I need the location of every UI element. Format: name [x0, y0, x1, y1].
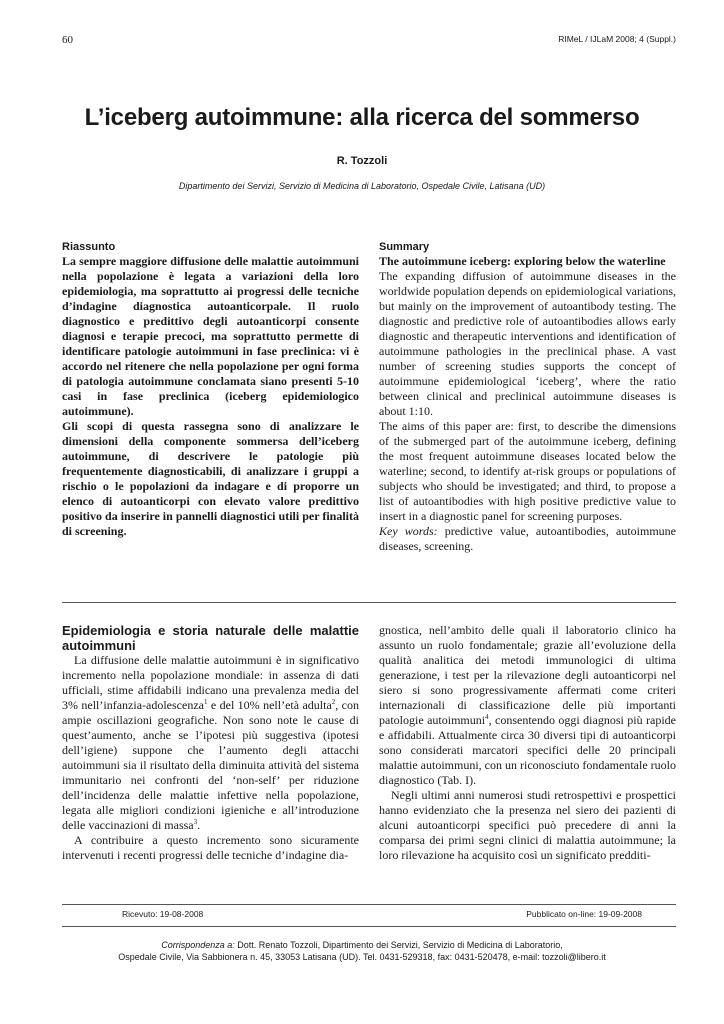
footer-divider-bottom [62, 926, 676, 927]
keywords-label: Key words: [379, 524, 438, 538]
summary-section [379, 241, 676, 554]
reference-3: 3 [193, 818, 198, 826]
correspondence-line-2: Ospedale Civile, Via Sabbionera n. 45, 33053 Latisana (UD). Tel. 0431-529318, fax: 0431-520478, e-mail: tozzoli@libero.it [118, 952, 606, 962]
reference-1: 1 [204, 698, 208, 706]
body-paragraph-4: Negli ultimi anni numerosi studi retrospettivi e prospettici hanno evidenziato che la presenza nel siero dei pazienti di alcuni autoanticorpi specifici può precedere di anni la comparsa dei primi segni clinici di malattia autoimmune; la loro rilevazione ha acquisito così un significato predditi- [379, 788, 676, 862]
body-paragraph-3-text-a: gnostica, nell’ambito delle quali il laboratorio clinico ha assunto un ruolo fondamentale; grazie all’evoluzione della qualità analitica dei metodi immunologici di ultima generazione, i test per la rilevazione degli autoanticorpi nel siero si sono progressivamente affermati come criteri internazionali di classificazione delle più importanti patologie autoimmuni [379, 623, 676, 727]
summary-subtitle: The autoimmune iceberg: exploring below the waterline [379, 254, 666, 268]
riassunto-paragraph-2: Gli scopi di questa rassegna sono di analizzare le dimensioni della componente sommersa dell’iceberg autoimmune, di descrivere le patologie più frequentemente diagnosticabili, di analizzare i gruppi a rischio o le popolazioni da indagare e di proporre un elenco di autoanticorpi con elevato valore predittivo positivo da inserire in pannelli diagnostici utili per finalità di screening. [62, 419, 359, 538]
reference-4: 4 [485, 713, 489, 721]
riassunto-paragraph-1: La sempre maggiore diffusione delle malattie autoimmuni nella popolazione è legata a variazioni della loro epidemiologia, ma soprattutto ai progressi delle tecniche d’indagine diagnostica autoanticorpale. Il ruolo diagnostico e predittivo degli autoanticorpi consente diagnosi e terapie precoci, ma soprattutto permette di identificare patologie autoimmuni in fase preclinica: vi è accordo nel ritenere che nella popolazione per ogni forma di patologia autoimmune conclamata siano presenti 5-10 casi in fase preclinica (iceberg epidemiologico autoimmune). [62, 254, 359, 418]
journal-citation: RIMeL / IJLaM 2008; 4 (Suppl.) [558, 34, 676, 44]
section-heading-epidemiologia: Epidemiologia e storia naturale delle malattie autoimmuni [62, 623, 359, 653]
author: R. Tozzoli [336, 155, 388, 167]
body-paragraph-1-text-c: , con ampie oscillazioni geografiche. Non sono note le cause di quest’aumento, anche se l’ipotesi più suggestiva (ipotesi dell’igiene) suppone che l’aumento degli attacchi autoimmuni sia il risultato della diminuita attività del sistema immunitario nei confronti del ‘non-self’ per riduzione dell’incidenza delle malattie infettive nella popolazione, legata alle migliori condizioni igieniche e all’introduzione delle vaccinazioni di massa [62, 698, 360, 832]
body-left-column [62, 623, 359, 863]
correspondence-label: Corrispondenza a: [161, 940, 235, 950]
body-paragraph-2: A contribuire a questo incremento sono sicuramente intervenuti i recenti progressi delle tecniche d’indagine dia- [62, 833, 359, 862]
body-paragraph-1-text-b: e del 10% nell’età adulta [207, 698, 332, 712]
received-date: Ricevuto: 19-08-2008 [122, 909, 204, 919]
body-right-column [379, 623, 676, 863]
article-title: L’iceberg autoimmune: alla ricerca del sommerso [84, 104, 640, 131]
riassunto-section [62, 241, 359, 539]
correspondence-line-1 [0, 939, 724, 951]
summary-paragraph-2: The aims of this paper are: first, to describe the dimensions of the submerged part of the autoimmune iceberg, defining the most frequent autoimmune diseases located below the waterline; second, to identify at-risk groups or populations of subjects who should be investigated; and third, to propose a list of autoantibodies with high positive predictive value to insert in a diagnostic panel for screening purposes. [379, 419, 676, 523]
keywords-list: predictive value, autoantibodies, autoimmune diseases, screening. [379, 524, 677, 553]
body-paragraph-3 [379, 623, 676, 788]
page-number: 60 [62, 34, 73, 46]
body-paragraph-1 [62, 653, 359, 833]
published-date: Pubblicato on-line: 19-09-2008 [526, 909, 642, 919]
riassunto-heading: Riassunto [62, 241, 116, 253]
reference-2: 2 [331, 698, 336, 706]
abstract-divider [62, 602, 676, 603]
keywords [379, 524, 676, 554]
correspondence [0, 939, 724, 963]
summary-paragraph-1: The expanding diffusion of autoimmune diseases in the worldwide population depends on epidemiological variations, but mainly on the improvement of autoantibody testing. The diagnostic and predictive role of autoantibodies allows early diagnostic and therapeutic interventions and identification of autoimmune pathologies in the preclinical phase. A vast number of screening studies supports the concept of autoimmune epidemiological ‘iceberg’, where the ratio between clinical and preclinical autoimmune diseases is about 1:10. [379, 269, 676, 418]
footer-divider-top [62, 904, 676, 905]
correspondence-line-1-text: Dott. Renato Tozzoli, Dipartimento dei Servizi, Servizio di Medicina di Laboratorio, [237, 940, 563, 950]
body-paragraph-1-text-a: La diffusione delle malattie autoimmuni è in significativo incremento nella popolazione mondiale: in assenza di dati ufficiali, stime affidabili indicano una prevalenza media del 3% nell’infanzia-adolescenza [62, 653, 359, 712]
summary-heading: Summary [379, 241, 430, 253]
body-paragraph-3-text-b: , consentendo oggi diagnosi più rapide e affidabili. Attualmente circa 30 diversi tipi di autoanticorpi sono considerati marcatori specifici delle 20 principali malattie autoimmuni, con un riconosciuto fondamentale ruolo diagnostico (Tab. I). [379, 713, 676, 787]
affiliation: Dipartimento dei Servizi, Servizio di Medicina di Laboratorio, Ospedale Civile, Latisana (UD) [178, 181, 546, 191]
body-paragraph-1-text-d: . [197, 818, 201, 832]
